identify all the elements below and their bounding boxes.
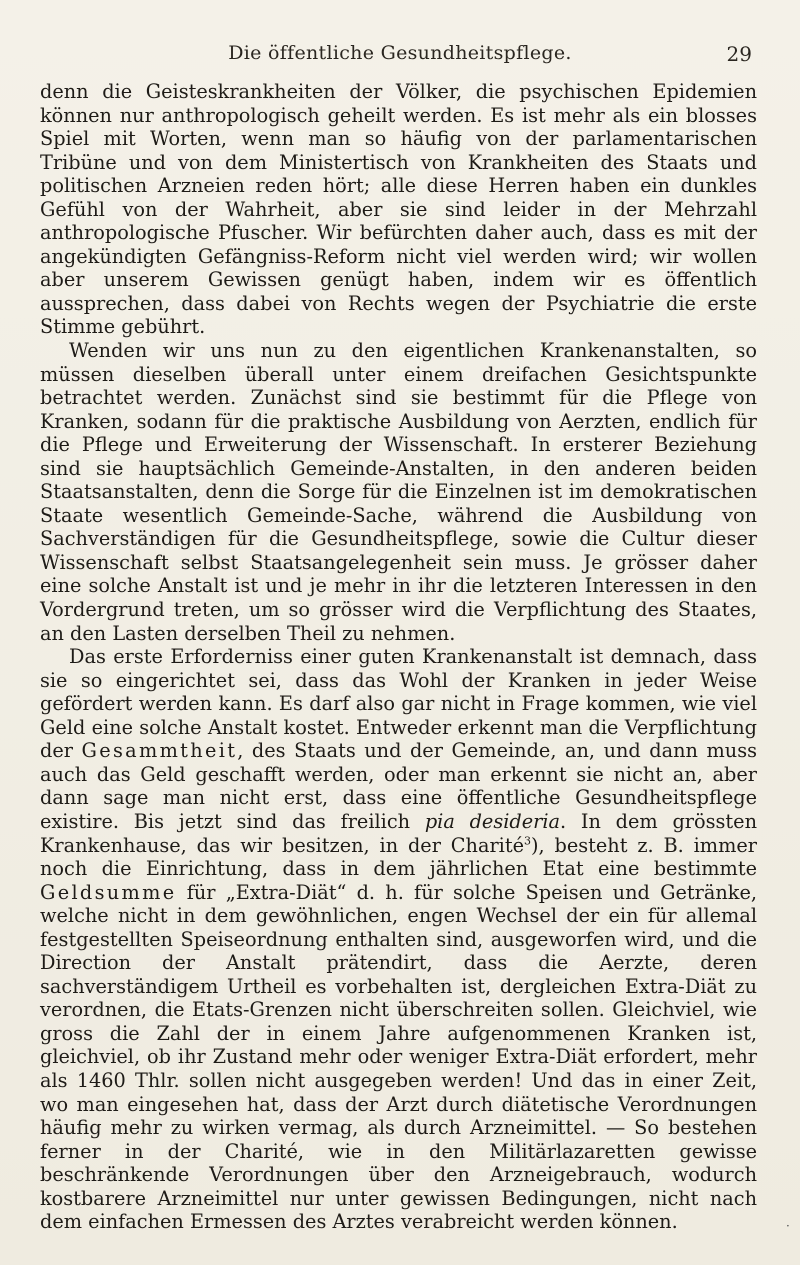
text-segment: Das erste Erforderniss einer guten Krankenanstalt ist demnach, dass sie so eingerichtet sei, dass das Wohl der Kranken in jeder Weise gefördert werden kann. Es darf also gar nicht in Frage kommen, wie viel Geld eine solche Anstalt kostet. Entweder erkennt man die Verpflichtung der bbox=[40, 645, 757, 763]
text-segment: . In dem grössten Krankenhause, das wir besitzen, in der Charité bbox=[40, 809, 757, 857]
text-segment: denn die Geisteskrankheiten der Völker, die psychischen Epidemien können nur anthropologisch geheilt werden. Es ist mehr als ein blosses Spiel mit Worten, wenn man so häufig von der parlamentarischen Tribüne und von dem Ministertisch von Krankheiten des Staats und politischen Arzneien reden hört; alle diese Herren haben ein dunkles Gefühl von der Wahrheit, aber sie sind leider in der Mehrzahl anthropologische Pfuscher. Wir befürchten daher auch, dass es mit der angekündigten Gefängniss-Reform nicht viel werden wird; wir wollen aber unserem Gewissen genügt haben, indem wir es öffentlich aussprechen, dass dabei von Rechts wegen der Psychiatrie die erste Stimme gebührt. bbox=[40, 80, 757, 339]
page-header bbox=[40, 42, 760, 72]
body-text bbox=[40, 80, 757, 1234]
paragraph bbox=[40, 339, 757, 645]
page-number: 29 bbox=[726, 42, 752, 66]
emphasized-text: Gesammtheit bbox=[81, 739, 238, 763]
footnote-reference: 3 bbox=[524, 834, 531, 848]
text-segment: Wenden wir uns nun zu den eigentlichen Krankenanstalten, so müssen dieselben überall unter einem dreifachen Gesichtspunkte betrachtet werden. Zunächst sind sie bestimmt für die Pflege von Kranken, sodann für die praktische Ausbildung von Aerzten, endlich für die Pflege und Erweiterung der Wissenschaft. In ersterer Beziehung sind sie hauptsächlich Gemeinde-Anstalten, in den anderen beiden Staatsanstalten, denn die Sorge für die Einzelnen ist im demokratischen Staate wesentlich Gemeinde-Sache, während die Ausbildung von Sachverständigen für die Gesundheitspflege, sowie die Cultur dieser Wissenschaft selbst Staatsangelegenheit sein muss. Je grösser daher eine solche Anstalt ist und je mehr in ihr die letzteren Interessen in den Vordergrund treten, um so grösser wird die Verpflichtung des Staates, an den Lasten derselben Theil zu nehmen. bbox=[40, 339, 757, 645]
text-segment: für „Extra-Diät“ d. h. für solche Speisen und Getränke, welche nicht in dem gewöhnlichen, engen Wechsel der ein für allemal festgestellten Speiseordnung enthalten sind, ausgeworfen wird, und die Direction der Anstalt prätendirt, dass die Aerzte, deren sachverständigem Urtheil es vorbehalten ist, dergleichen Extra-Diät zu verordnen, die Etats-Grenzen nicht überschreiten sollen. Gleichviel, wie gross die Zahl der in einem Jahre aufgenommenen Kranken ist, gleichviel, ob ihr Zustand mehr oder weniger Extra-Diät erfordert, mehr als 1460 Thlr. sollen nicht ausgegeben werden! Und das in einer Zeit, wo man eingesehen hat, dass der Arzt durch diätetische Verordnungen häufig mehr zu wirken vermag, als durch Arzneimittel. — So bestehen ferner in der Charité, wie in den Militärlazaretten gewisse beschränkende Verordnungen über den Arzneigebrauch, wodurch kostbarere Arzneimittel nur unter gewissen Bedingungen, nicht nach dem einfachen Ermessen des Arztes verabreicht werden können. bbox=[40, 880, 757, 1234]
paragraph bbox=[40, 645, 757, 1234]
text-segment: ), besteht z. B. immer noch die Einrichtung, dass in dem jährlichen Etat eine bestimmte bbox=[40, 833, 757, 881]
italic-text: pia desideria bbox=[424, 809, 561, 833]
margin-mark: · bbox=[786, 1219, 790, 1233]
running-title: Die öffentliche Gesundheitspflege. bbox=[228, 42, 572, 64]
paragraph bbox=[40, 80, 757, 339]
text-segment: , des Staats und der Gemeinde, an, und dann muss auch das Geld geschafft werden, oder man erkennt sie nicht an, aber dann sage man nicht erst, dass eine öffentliche Gesundheitspflege existire. Bis jetzt sind das freilich bbox=[40, 739, 757, 833]
emphasized-text: Geldsumme bbox=[40, 880, 177, 904]
